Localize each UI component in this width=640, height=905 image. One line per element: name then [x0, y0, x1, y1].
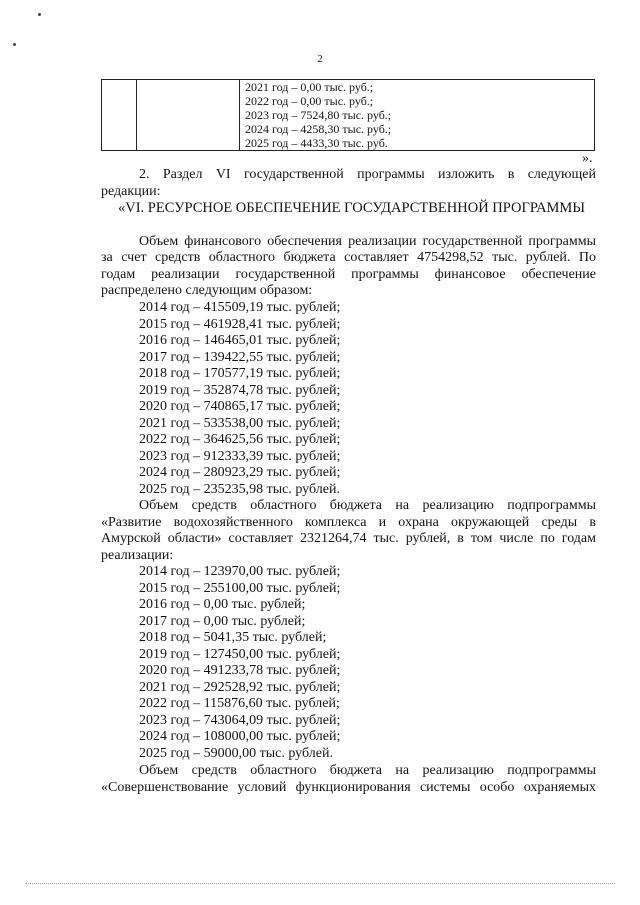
list-item: 2022 год – 364625,56 тыс. рублей; — [139, 432, 341, 447]
paragraph-line: «Совершенствование условий функционирования системы особо охраняемых — [101, 780, 596, 795]
table-line: 2025 год – 4433,30 тыс. руб. — [245, 136, 388, 150]
list-item: 2015 год – 255100,00 тыс. рублей; — [139, 580, 341, 596]
list-item: 2024 год – 108000,00 тыс. рублей; — [139, 729, 341, 744]
list-item: 2014 год – 415509,19 тыс. рублей; — [139, 300, 341, 315]
table-cell-funding — [240, 80, 595, 151]
paragraph-line: Объем средств областного бюджета на реализацию подпрограммы — [139, 498, 596, 513]
list-item: 2018 год – 5041,35 тыс. рублей; — [139, 630, 327, 645]
list-item: 2020 год – 740865,17 тыс. рублей; — [139, 399, 341, 414]
paragraph-line: Амурской области» составляет 2321264,74 тыс. рублей, в том числе по годам — [101, 531, 596, 546]
list-item: 2025 год – 59000,00 тыс. рублей. — [139, 745, 333, 761]
list-item: 2019 год – 127450,00 тыс. рублей; — [139, 646, 341, 662]
list-item: 2021 год – 533538,00 тыс. рублей; — [139, 415, 341, 431]
list-item: 2015 год – 461928,41 тыс. рублей; — [139, 316, 341, 332]
section-title: «VI. РЕСУРСНОЕ ОБЕСПЕЧЕНИЕ ГОСУДАРСТВЕННОЙ ПРОГРАММЫ — [118, 200, 585, 216]
paragraph-line: Объем средств областного бюджета на реализацию подпрограммы — [139, 763, 596, 778]
list-item: 2018 год – 170577,19 тыс. рублей; — [139, 366, 341, 381]
list-item: 2016 год – 146465,01 тыс. рублей; — [139, 333, 341, 348]
paragraph-line: «Развитие водохозяйственного комплекса и охрана окружающей среды в — [101, 515, 596, 530]
item2-line: 2. Раздел VI государственной программы изложить в следующей — [139, 167, 596, 182]
year-list-subprogram — [139, 564, 340, 762]
scan-edge-line — [25, 883, 615, 884]
list-item: 2025 год – 235235,98 тыс. рублей. — [139, 481, 340, 497]
paragraph-line: Объем финансового обеспечения реализации государственной программы — [139, 234, 596, 249]
closing-quote: ». — [582, 151, 593, 166]
year-list-total — [139, 300, 340, 498]
funding-table — [101, 79, 595, 151]
list-item: 2019 год – 352874,78 тыс. рублей; — [139, 382, 341, 398]
list-item: 2023 год – 743064,09 тыс. рублей; — [139, 712, 341, 728]
list-item: 2024 год – 280923,29 тыс. рублей; — [139, 465, 341, 480]
list-item: 2021 год – 292528,92 тыс. рублей; — [139, 679, 341, 695]
table-line: 2023 год – 7524,80 тыс. руб.; — [245, 108, 392, 122]
page-number: 2 — [317, 53, 323, 65]
paragraph-line: реализации: — [101, 548, 174, 563]
scan-speck — [13, 43, 16, 46]
table-cell-empty — [137, 80, 240, 151]
list-item: 2016 год – 0,00 тыс. рублей; — [139, 597, 306, 612]
item2-line: редакции: — [101, 184, 161, 199]
paragraph-line: за счет средств областного бюджета составляет 4754298,52 тыс. рублей. По — [101, 250, 596, 265]
table-row — [102, 80, 595, 151]
paragraph-line: распределено следующим образом: — [101, 283, 313, 298]
table-cell-empty — [102, 80, 137, 151]
list-item: 2023 год – 912333,39 тыс. рублей; — [139, 448, 341, 464]
table-line: 2022 год – 0,00 тыс. руб.; — [245, 94, 374, 108]
list-item: 2017 год – 139422,55 тыс. рублей; — [139, 349, 341, 365]
table-line: 2021 год – 0,00 тыс. руб.; — [245, 80, 374, 94]
list-item: 2017 год – 0,00 тыс. рублей; — [139, 613, 306, 629]
table-line: 2024 год – 4258,30 тыс. руб.; — [245, 122, 392, 136]
paragraph-line: годам реализации государственной программы финансовое обеспечение — [101, 267, 596, 282]
list-item: 2014 год – 123970,00 тыс. рублей; — [139, 564, 341, 579]
scan-speck — [38, 13, 41, 16]
list-item: 2020 год – 491233,78 тыс. рублей; — [139, 663, 341, 678]
list-item: 2022 год – 115876,60 тыс. рублей; — [139, 696, 340, 711]
